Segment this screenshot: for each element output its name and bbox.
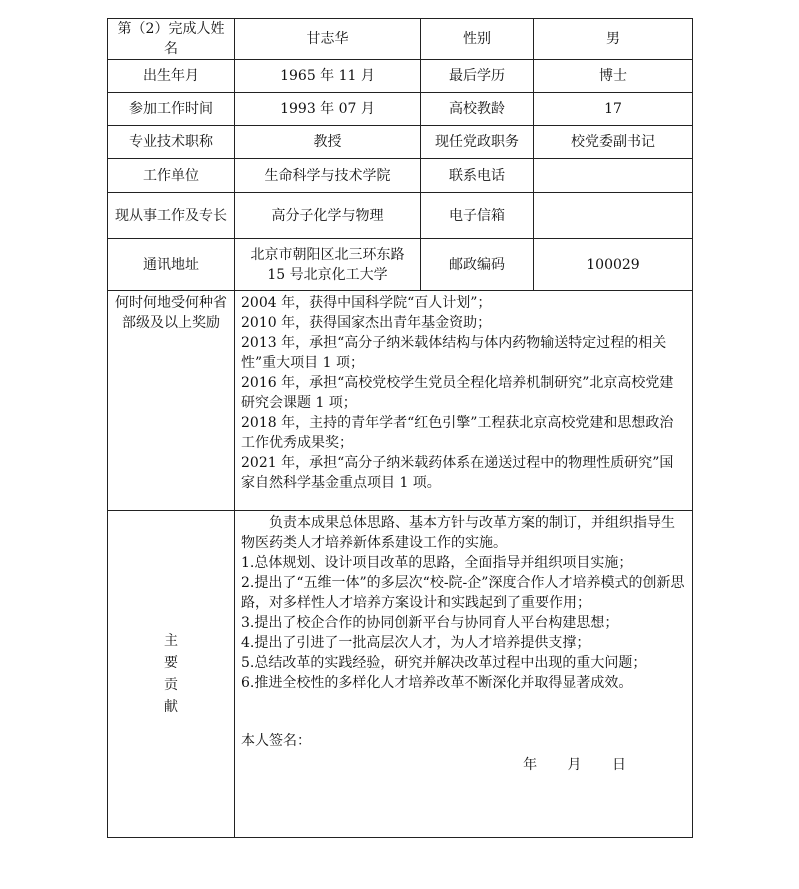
table-row (108, 511, 693, 838)
education-label: 最后学历 (421, 60, 534, 93)
postcode-value: 100029 (534, 239, 693, 291)
awards-list (235, 291, 693, 511)
date-month: 月 (567, 757, 582, 773)
work-start-value: 1993 年 07 月 (235, 93, 421, 126)
gender-value: 男 (534, 19, 693, 60)
unit-value: 生命科学与技术学院 (235, 159, 421, 193)
award-item: 2004 年，获得中国科学院“百人计划”； (241, 295, 492, 311)
contribution-intro: 负责本成果总体思路、基本方针与改革方案的制订，并组织指导生物医药类人才培养新体系建设工作的实施。 (241, 515, 675, 551)
table-row (108, 193, 693, 239)
name-label: 第（2）完成人姓名 (108, 19, 235, 60)
contribution-label-char: 贡 (164, 677, 178, 693)
contribution-item: 1.总体规划、设计项目改革的思路，全面指导并组织项目实施； (241, 555, 633, 571)
date-line (241, 755, 686, 775)
specialty-value: 高分子化学与物理 (235, 193, 421, 239)
teaching-age-value: 17 (534, 93, 693, 126)
contribution-label-char: 献 (164, 699, 178, 715)
unit-label: 工作单位 (108, 159, 235, 193)
contribution-item: 6.推进全校性的多样化人才培养改革不断深化并取得显著成效。 (241, 675, 633, 691)
email-label: 电子信箱 (421, 193, 534, 239)
award-item: 2016 年，承担“高校党校学生党员全程化培养机制研究”北京高校党建研究会课题 1 项； (241, 375, 674, 411)
title-value: 教授 (235, 126, 421, 159)
table-row (108, 93, 693, 126)
award-item: 2021 年，承担“高分子纳米载药体系在递送过程中的物理性质研究”国家自然科学基金重点项目 1 项。 (241, 455, 674, 491)
phone-label: 联系电话 (421, 159, 534, 193)
awards-label: 何时何地受何种省部级及以上奖励 (108, 291, 235, 511)
position-value: 校党委副书记 (534, 126, 693, 159)
table-row (108, 159, 693, 193)
date-year: 年 (523, 757, 538, 773)
address-label: 通讯地址 (108, 239, 235, 291)
email-value (534, 193, 693, 239)
table-row (108, 239, 693, 291)
title-label: 专业技术职称 (108, 126, 235, 159)
award-item: 2010 年，获得国家杰出青年基金资助； (241, 315, 492, 331)
table-row (108, 60, 693, 93)
date-day: 日 (612, 757, 626, 773)
signature-label: 本人签名： (241, 733, 311, 749)
address-value: 北京市朝阳区北三环东路 15 号北京化工大学 (235, 239, 421, 291)
contribution-item: 5.总结改革的实践经验，研究并解决改革过程中出现的重大问题； (241, 655, 647, 671)
work-start-label: 参加工作时间 (108, 93, 235, 126)
award-item: 2018 年，主持的青年学者“红色引擎”工程获北京高校党建和思想政治工作优秀成果奖； (241, 415, 674, 451)
contribution-content (235, 511, 693, 838)
award-item: 2013 年，承担“高分子纳米载体结构与体内药物输送特定过程的相关性”重大项目 1 项； (241, 335, 667, 371)
birth-value: 1965 年 11 月 (235, 60, 421, 93)
table-row (108, 19, 693, 60)
specialty-label: 现从事工作及专长 (108, 193, 235, 239)
phone-value (534, 159, 693, 193)
gender-label: 性别 (421, 19, 534, 60)
teaching-age-label: 高校教龄 (421, 93, 534, 126)
contribution-item: 2.提出了“五维一体”的多层次“校-院-企”深度合作人才培养模式的创新思路，对多样性人才培养方案设计和实践起到了重要作用； (241, 575, 685, 611)
contribution-item: 3.提出了校企合作的协同创新平台与协同育人平台构建思想； (241, 615, 619, 631)
table-row (108, 126, 693, 159)
table-row (108, 291, 693, 511)
birth-label: 出生年月 (108, 60, 235, 93)
contribution-label (108, 511, 235, 838)
contribution-label-char: 要 (164, 655, 178, 671)
postcode-label: 邮政编码 (421, 239, 534, 291)
info-form-table (107, 18, 693, 838)
education-value: 博士 (534, 60, 693, 93)
contribution-item: 4.提出了引进了一批高层次人才，为人才培养提供支撑； (241, 635, 591, 651)
contribution-label-char: 主 (164, 633, 178, 649)
name-value: 甘志华 (235, 19, 421, 60)
position-label: 现任党政职务 (421, 126, 534, 159)
